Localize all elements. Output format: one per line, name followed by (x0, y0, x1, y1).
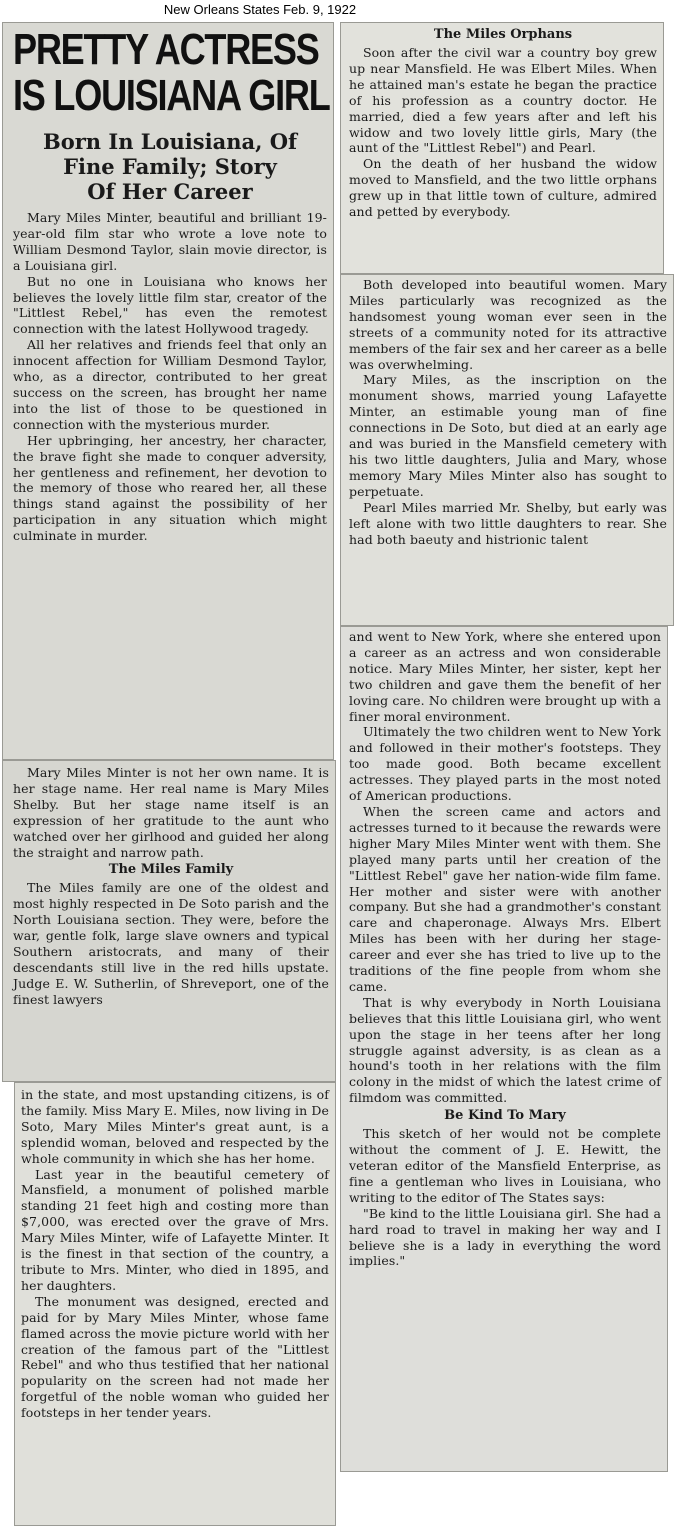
clip-miles-orphans (340, 22, 664, 274)
paragraph: The monument was designed, erected and paid for by Mary Miles Minter, whose fame flamed across the movie picture world with her creation of the famous part of the "Littlest Rebel" and who thus testified that her national popularity on the screen had not made her forgetful of the noble woman who guided her footsteps in her tender years. (21, 1293, 329, 1421)
paragraph: Last year in the beautiful cemetery of Mansfield, a monument of polished marble standing 21 feet high and costing more than $7,000, was erected over the grave of Mrs. Mary Miles Minter, wife of Lafayette Minter. It is the finest in that section of the country, a tribute to Mrs. Minter, who died in 1895, and her daughters. (21, 1166, 329, 1293)
paragraph: This sketch of her would not be complete without the comment of J. E. Hewitt, the veteran editor of the Mansfield Enterprise, as fine a gentleman who lives in Louisiana, who writing to the editor of The States says: (349, 1126, 661, 1205)
clip-miles-family (2, 760, 336, 1082)
paragraph: in the state, and most upstanding citizens, is of the family. Miss Mary E. Miles, now living in De Soto, Mary Miles Minter's great aunt, is a splendid woman, beloved and respected by the whole community in which she has her home. (21, 1087, 329, 1166)
paragraph: That is why everybody in North Louisiana believes that this little Louisiana girl, who went upon the stage in her teens after her long struggle against adversity, is as clean as a hound's tooth in her relations with the film colony in the midst of which the latest crime of filmdom was committed. (349, 994, 661, 1106)
headline-line-1: PRETTY ACTRESS (13, 25, 319, 74)
paragraph: Mary Miles Minter, beautiful and brilliant 19-year-old film star who wrote a love note to William Desmond Taylor, slain movie director, is a Louisiana girl. (13, 210, 327, 273)
deck-line-1: Born In Louisiana, Of (42, 129, 298, 154)
paragraph: Pearl Miles married Mr. Shelby, but early was left alone with two little daughters to rear. She had both baeuty and histrionic talent (349, 499, 667, 547)
paragraph: When the screen came and actors and actresses turned to it because the rewards were higher Mary Miles Minter went with them. She played many parts until her creation of the "Littlest Rebel" gave her nation-wide film fame. Her mother and sister were with another company. But she had a grandmother's constant care and chaperonage. Always Mrs. Elbert Miles has been with her during her stage-career and ever she has tried to live up to the traditions of the fine people from whom she came. (349, 803, 661, 994)
deck-line-3: Of Her Career (87, 179, 253, 204)
subheading-miles-orphans: The Miles Orphans (433, 27, 573, 42)
subheading-miles-family: The Miles Family (108, 862, 234, 878)
clip-monument (14, 1082, 336, 1526)
paragraph: But no one in Louisiana who knows her believes the lovely little film star, creator of the "Littlest Rebel," has even the remotest connection with the latest Hollywood tragedy. (13, 273, 327, 337)
clip-career (340, 626, 668, 1472)
paragraph: On the death of her husband the widow moved to Mansfield, and the two little orphans grew up in that little town of culture, admired and petted by everybody. (349, 156, 657, 220)
paragraph: "Be kind to the little Louisiana girl. She had a hard road to travel in making her way and I believe she is a lady in everything the word implies." (349, 1205, 661, 1269)
clip-both-developed (340, 274, 674, 626)
paragraph: Soon after the civil war a country boy grew up near Mansfield. He was Elbert Miles. When he attained man's estate he began the practice of his profession as a country doctor. He married, died a few years after and left his widow and two lovely little girls, Mary (the aunt of the "Littlest Rebel") and Pearl. (349, 45, 657, 156)
paragraph: Both developed into beautiful women. Mary Miles particularly was recognized as the handsomest young woman ever seen in the streets of a community noted for its attractive members of the fair sex and her career as a belle was overwhelming. (349, 277, 667, 372)
paragraph: Mary Miles, as the inscription on the monument shows, married young Lafayette Minter, an estimable young man of fine connections in De Soto, but died at an early age and was buried in the Mansfield cemetery with his two little daughters, Julia and Mary, whose memory Mary Miles Minter also has sought to perpetuate. (349, 372, 667, 499)
subheading-be-kind: Be Kind To Mary (444, 1108, 566, 1124)
paragraph: Ultimately the two children went to New York and followed in their mother's footsteps. They too made good. Both became excellent actresses. They played parts in the most noted of American productions. (349, 724, 661, 804)
paragraph: and went to New York, where she entered upon a career as an actress and won considerable notice. Mary Miles Minter, her sister, kept her two children and gave them the benefit of her loving care. No children were brought up with a finer moral environment. (349, 629, 661, 724)
clipping-caption: New Orleans States Feb. 9, 1922 (163, 2, 357, 17)
headline-line-2: IS LOUISIANA GIRL (13, 71, 330, 120)
clip-headline (2, 22, 334, 760)
paragraph: Her upbringing, her ancestry, her character, the brave fight she made to conquer adversity, her gentleness and refinement, her devotion to the memory of those who reared her, all these things stand against the possibility of her participation in any situation which might culminate in murder. (13, 432, 327, 544)
deck-line-2: Fine Family; Story (63, 154, 277, 179)
paragraph: All her relatives and friends feel that only an innocent affection for William Desmond Taylor, who, as a director, contributed to her great success on the screen, has brought her name into the list of those to be questioned in connection with the mysterious murder. (13, 337, 327, 432)
paragraph: Mary Miles Minter is not her own name. It is her stage name. Her real name is Mary Miles Shelby. But her stage name itself is an expression of her gratitude to the aunt who watched over her girlhood and guided her along the straight and narrow path. (13, 765, 329, 860)
paragraph: The Miles family are one of the oldest and most highly respected in De Soto parish and the North Louisiana section. They were, before the war, gentle folk, large slave owners and typical Southern aristocrats, and many of their descendants still live in the red hills upstate. Judge E. W. Sutherlin, of Shreveport, one of the finest lawyers (13, 880, 329, 1007)
